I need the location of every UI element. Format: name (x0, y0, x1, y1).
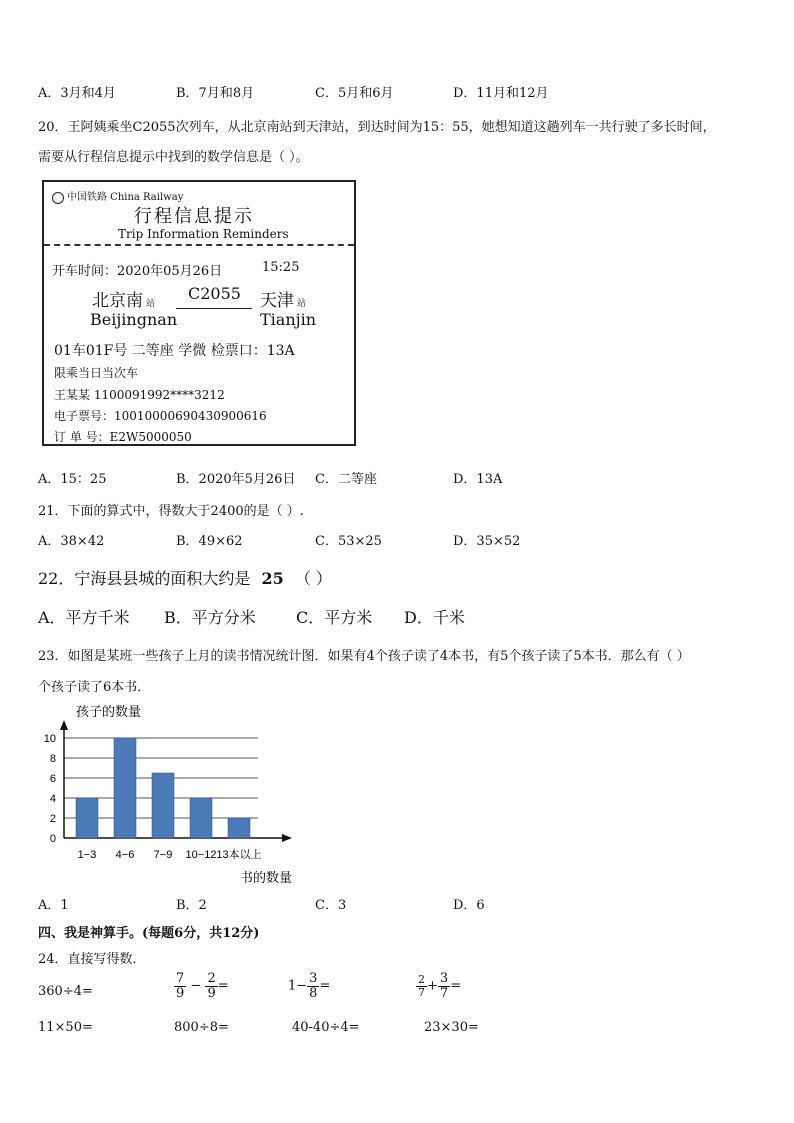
x-axis-label: 书的数量 (240, 871, 293, 886)
calc-3-num: 3 (309, 971, 318, 986)
calc-2 (174, 972, 229, 1000)
bar-1 (114, 738, 136, 838)
passenger-info: 王某某 1100091992****3212 (54, 388, 225, 402)
calc-8: 23×30= (424, 1020, 479, 1035)
ticket-depart (52, 260, 222, 279)
q23-option-d[interactable]: D．6 (453, 898, 485, 913)
q22-option-d[interactable]: D．千米 (404, 608, 465, 627)
q23-line2: 个孩子读了6本书． (38, 680, 151, 695)
q20-option-d[interactable]: D．13A (453, 472, 503, 487)
q21-options (38, 530, 758, 550)
bar-0 (76, 798, 98, 838)
ticket-divider (44, 244, 354, 246)
q19-options (38, 82, 758, 102)
calc-7: 40-40÷4= (292, 1020, 360, 1035)
q21-option-d[interactable]: D．35×52 (453, 534, 521, 549)
bar-2 (152, 773, 174, 838)
reading-bar-chart (34, 700, 314, 890)
q20-line1: 20．王阿姨乘坐C2055次列车，从北京南站到天津站，到达时间为15：55，她想知道这趟列车一共行驶了多长时间， (38, 120, 716, 135)
train-number: C2055 (188, 284, 241, 303)
calc-2-frac-1 (174, 972, 186, 1000)
to-station (260, 286, 306, 311)
q23-option-c[interactable]: C．3 (315, 898, 347, 913)
calc-5: 11×50= (38, 1020, 93, 1035)
q19-option-b[interactable]: B．7月和8月 (176, 86, 255, 101)
section4-heading: 四、我是神算手。(每题6分，共12分) (38, 926, 260, 941)
q22-text-a: 22．宁海县县城的面积大约是 (38, 569, 251, 588)
q21-option-c[interactable]: C．53×25 (315, 534, 382, 549)
calc-4-den2: 7 (439, 985, 449, 1001)
order-number: 订 单 号：E2W5000050 (54, 430, 192, 444)
q19-option-a[interactable]: A．3月和4月 (38, 86, 116, 101)
train-line (176, 308, 252, 309)
calc-6: 800÷8= (174, 1020, 229, 1035)
q20-options (38, 468, 758, 488)
q21-option-b[interactable]: B．49×62 (176, 534, 243, 549)
y-tick-label-0: 0 (49, 833, 56, 845)
q19-option-c[interactable]: C．5月和6月 (315, 86, 394, 101)
y-axis-label: 孩子的数量 (76, 705, 142, 720)
from-station-suffix: 站 (146, 299, 156, 309)
y-tick-label-8: 8 (49, 753, 56, 765)
to-station-cn: 天津 (260, 291, 294, 311)
calc-4-frac-1 (416, 974, 427, 998)
y-tick-label-4: 4 (49, 793, 56, 805)
to-station-suffix: 站 (297, 299, 307, 309)
q20-option-a[interactable]: A．15：25 (38, 472, 107, 487)
depart-date: 2020年05月26日 (117, 264, 223, 279)
q20-option-c[interactable]: C．二等座 (315, 472, 377, 487)
y-axis-arrow-icon (60, 720, 68, 730)
calc-2-frac-2 (205, 972, 217, 1000)
calc-3-den: 8 (309, 985, 318, 1001)
x-tick-label-4: 13本以上 (216, 849, 262, 861)
calc-2-num1: 7 (176, 971, 185, 986)
calc-4-num1: 2 (418, 973, 425, 987)
trip-ticket (42, 180, 356, 446)
q23-option-b[interactable]: B．2 (176, 898, 207, 913)
q22-option-c[interactable]: C．平方米 (296, 608, 373, 627)
x-tick-label-1: 4−6 (115, 849, 135, 861)
x-tick-label-2: 7−9 (153, 849, 173, 861)
x-axis-arrow-icon (282, 834, 292, 842)
ticket-brand-text: 中国铁路 China Railway (67, 192, 184, 203)
calc-2-eq: = (217, 978, 229, 994)
q20-option-b[interactable]: B．2020年5月26日 (176, 472, 296, 487)
q21-option-a[interactable]: A．38×42 (38, 534, 105, 549)
calc-3-eq: = (319, 978, 331, 994)
calc-4-frac-2 (438, 972, 450, 1000)
calc-4-plus: + (427, 978, 438, 994)
q19-option-d[interactable]: D．11月和12月 (453, 86, 549, 101)
calc-4-num2: 3 (439, 971, 449, 986)
x-tick-label-0: 1−3 (77, 849, 97, 861)
y-tick-label-6: 6 (49, 773, 56, 785)
calc-2-den1: 9 (176, 985, 185, 1001)
y-tick-label-10: 10 (43, 733, 56, 745)
q22-text (38, 566, 332, 589)
bar-4 (228, 818, 250, 838)
q23-option-a[interactable]: A．1 (38, 898, 69, 913)
depart-label: 开车时间： (52, 264, 118, 279)
calc-2-minus: − (190, 978, 202, 994)
eticket-number: 电子票号：10010000690430900616 (54, 409, 267, 423)
from-station-cn: 北京南 (92, 291, 143, 311)
y-tick-label-2: 2 (49, 813, 56, 825)
q23-line1: 23．如图是某班一些孩子上月的读书情况统计图．如果有4个孩子读了4本书，有5个孩子读了5本书．那么有（ ） (38, 649, 690, 664)
bar-3 (190, 798, 212, 838)
from-station (92, 286, 155, 311)
railway-logo-icon (52, 192, 64, 204)
q22-number: 25 (261, 569, 284, 588)
q20-line2: 需要从行程信息提示中找到的数学信息是（ ）。 (38, 150, 309, 165)
q24-text: 24．直接写得数． (38, 952, 146, 967)
calc-3-frac (307, 972, 319, 1000)
q23-options (38, 894, 758, 914)
calc-2-den2: 9 (207, 985, 216, 1001)
calc-4-eq: = (450, 978, 462, 994)
calc-1: 360÷4= (38, 984, 93, 999)
q22-options (38, 605, 758, 625)
q22-option-b[interactable]: B．平方分米 (164, 608, 256, 627)
ticket-limit: 限乘当日当次车 (54, 366, 139, 380)
calc-4-den1: 7 (418, 985, 425, 999)
ticket-title-cn: 行程信息提示 (134, 206, 254, 227)
calc-4 (416, 972, 461, 1000)
q22-option-a[interactable]: A．平方千米 (38, 608, 130, 627)
to-station-en: Tianjin (260, 310, 317, 329)
q21-text: 21．下面的算式中，得数大于2400的是（ ）. (38, 504, 304, 519)
q22-text-b: （ ） (294, 569, 332, 588)
seat-info: 01车01F号 二等座 学微 检票口：13A (54, 343, 295, 359)
x-tick-label-3: 10−12 (185, 849, 217, 861)
depart-time: 15:25 (262, 260, 300, 275)
calc-2-num2: 2 (207, 971, 216, 986)
ticket-title-en: Trip Information Reminders (118, 227, 289, 241)
calc-3-pre: 1− (288, 978, 308, 994)
from-station-en: Beijingnan (90, 310, 178, 329)
calc-3 (288, 972, 330, 1000)
